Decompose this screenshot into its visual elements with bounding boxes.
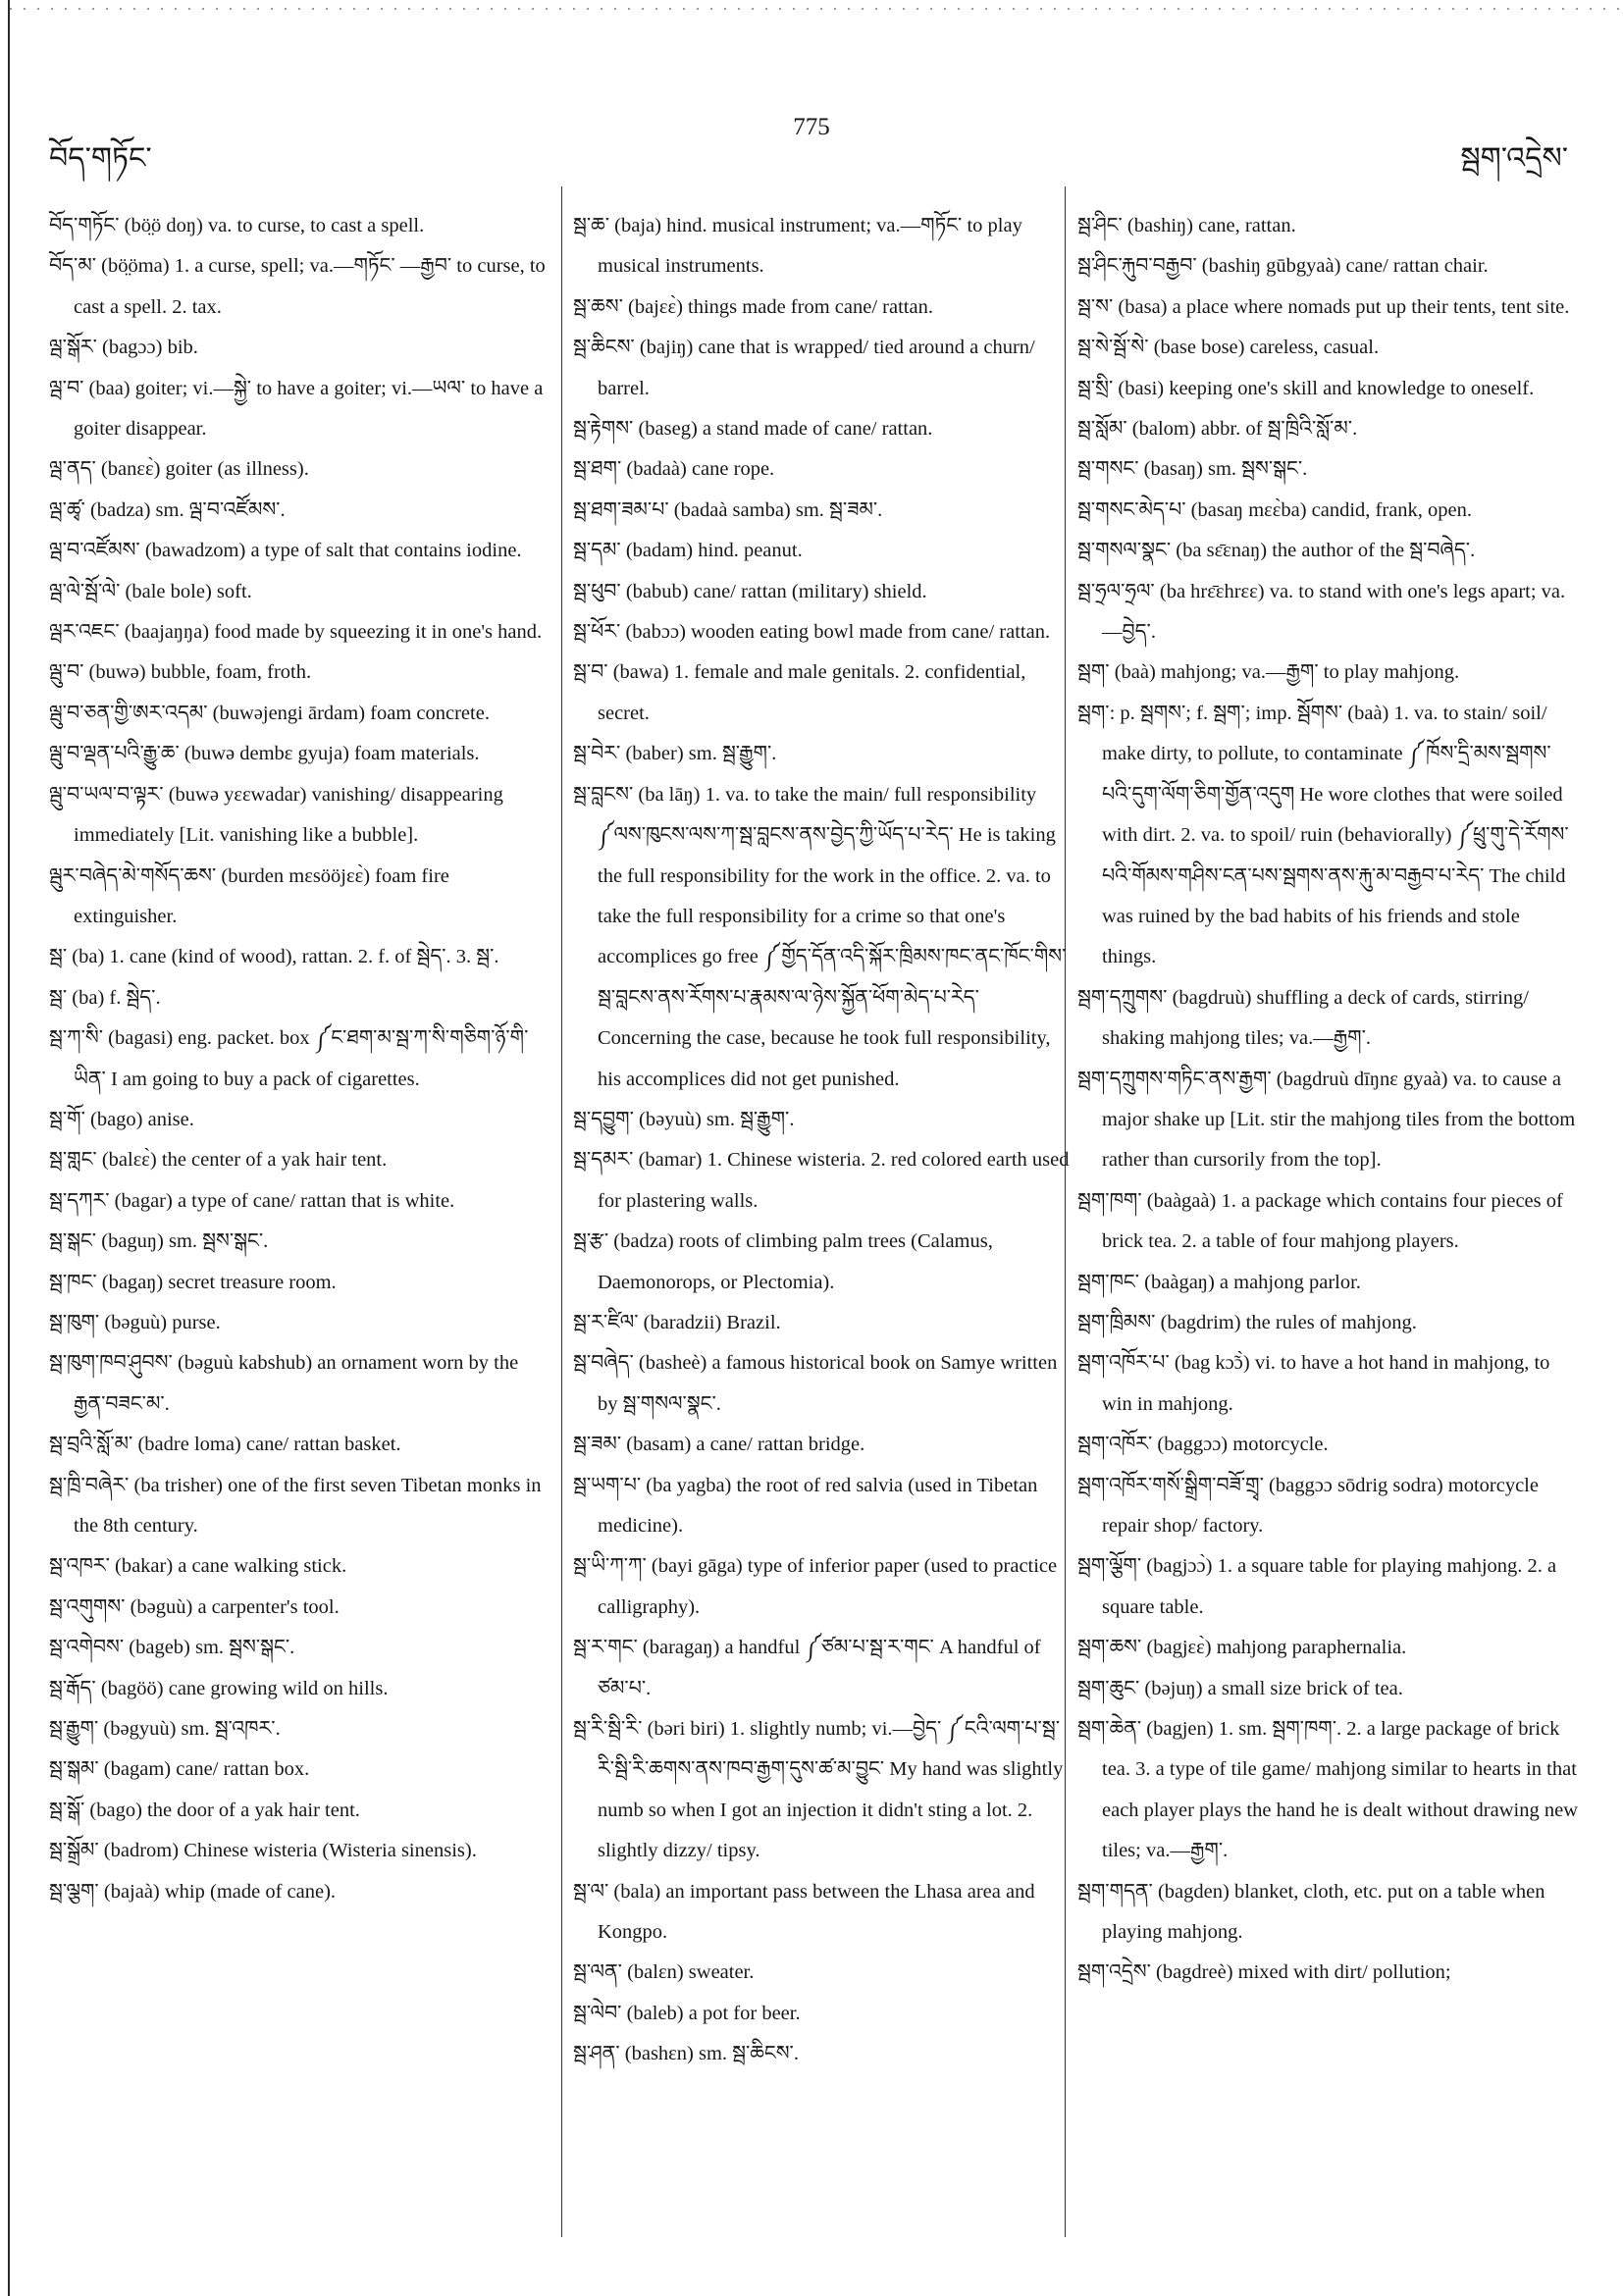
dictionary-entry: སྦ་ཡི་ཀ་ཀ་ (bayi gāga) type of inferior paper (used to practice calligraphy). bbox=[573, 1555, 1058, 1618]
dictionary-entry: ལྦ་བ་ (baa) goiter; vi.—སྐྱེ་ to have a goiter; vi.—ཡལ་ to have a goiter disappear. bbox=[49, 377, 544, 441]
dictionary-entry: སྦ་ (ba) 1. cane (kind of wood), rattan. 2. f. of སྦེད་. 3. སྦ་. bbox=[49, 946, 499, 968]
dictionary-entry: སྦག་ཆུང་ (bəjuŋ) a small size brick of tea. bbox=[1077, 1677, 1403, 1699]
dictionary-entry: སྦ་ཆ་ (baja) hind. musical instrument; va.—གཏོང་ to play musical instruments. bbox=[573, 215, 1022, 278]
dictionary-entry: སྦ་རི་སྦི་རི་ (bəri biri) 1. slightly numb; vi.—བྱེད་ ༼ངའི་ལག་པ་སྦ་རི་སྦི་རི་ཆགས་ནས་ཁབ་རྒྱག་དུས་ཚ་མ་བྱུང་ My hand was slightly numb so when I got an injection it didn't sting a lot. 2. slightly dizzy/ tipsy. bbox=[573, 1718, 1064, 1862]
dictionary-entry: སྦ་ས་ (basa) a place where nomads put up their tents, tent site. bbox=[1077, 295, 1570, 318]
dictionary-entry: སྦག་ཆས་ (bagjɛɛ̀) mahjong paraphernalia. bbox=[1077, 1637, 1407, 1659]
dictionary-entry: སྦག་འཁོར་ (baggɔɔ) motorcycle. bbox=[1077, 1434, 1329, 1456]
page-edge bbox=[8, 0, 10, 2296]
dictionary-entry: སྦ་སྒམ་ (bagam) cane/ rattan box. bbox=[49, 1758, 310, 1781]
column-divider bbox=[561, 186, 562, 2237]
dictionary-column-1 bbox=[49, 206, 550, 1912]
dictionary-entry: ལྦ་ཚྭ་ (badza) sm. ལྦ་བ་འཛོམས་. bbox=[49, 498, 286, 521]
dictionary-entry: སྦ་གོ་ (bago) anise. bbox=[49, 1108, 194, 1130]
dictionary-entry: སྦག་འཁོར་པ་ (bag kɔ̃ɔ̀) vi. to have a hot hand in mahjong, to win in mahjong. bbox=[1077, 1352, 1550, 1415]
dictionary-entry: བོད་གཏོང་ (bö̤ö doŋ) va. to curse, to cast a spell. bbox=[49, 215, 425, 236]
dictionary-entry: སྦ་ཟམ་ (basam) a cane/ rattan bridge. bbox=[573, 1434, 865, 1456]
dictionary-entry: སྦག་ཁག་ (baàgaà) 1. a package which contains four pieces of brick tea. 2. a table of four mahjong players. bbox=[1077, 1189, 1563, 1253]
dictionary-entry: སྦག་དཀྲུགས་གཏིང་ནས་རྒྱག་ (bagdruù dīŋnɛ gyaà) va. to cause a major shake up [Lit. stir the mahjong tiles from the bottom rather than cursorily from the top]. bbox=[1077, 1068, 1576, 1172]
dictionary-entry: སྦ་ཤིང་རྐུབ་བརྒྱབ་ (bashiŋ gūbgyaà) cane/ rattan chair. bbox=[1077, 255, 1489, 278]
dictionary-entry: སྦ་ཕུབ་ (babub) cane/ rattan (military) shield. bbox=[573, 580, 927, 602]
dictionary-entry: ལྦུ་བ་ (buwə) bubble, foam, froth. bbox=[49, 661, 312, 684]
dictionary-entry: སྦག་: p. སྦགས་; f. སྦག་; imp. སྦོགས་ (baà) 1. va. to stain/ soil/ make dirty, to pollute, to contaminate ༼ཁོས་དྲི་མས་སྦགས་པའི་དུག་ལོག་ཅིག་གྱོན་འདུག He wore clothes that were soiled with dirt. 2. va. to spoil/ ruin (behaviorally) ༼ཕྲུ་གུ་དེ་རོགས་པའི་གོམས་གཤིས་ངན་པས་སྦགས་ནས་རྐུ་མ་བརྒྱབ་པ་རེད་ The child was ruined by the bad habits of his friends and stole things. bbox=[1077, 702, 1569, 968]
dictionary-entry: སྦ་རྒྱུག་ (bəgyuù) sm. སྦ་འཁར་. bbox=[49, 1718, 281, 1741]
dictionary-entry: ལྦར་འཇང་ (baajaŋŋa) food made by squeezing it in one's hand. bbox=[49, 621, 543, 644]
dictionary-entry: སྦ་འགེབས་ (bageb) sm. སྦས་སྒང་. bbox=[49, 1637, 295, 1659]
dictionary-entry: སྦ་གླང་ (balɛɛ̀) the center of a yak hair tent. bbox=[49, 1149, 388, 1172]
dictionary-entry: སྦག་ཆེན་ (bagjen) 1. sm. སྦག་ཁག་. 2. a large package of brick tea. 3. a type of tile game/ mahjong similar to hearts in that each player plays the hand he is dealt without drawing new tiles; va.—རྒྱག་. bbox=[1077, 1718, 1579, 1862]
dictionary-entry: སྦ་ཤིང་ (bashiŋ) cane, rattan. bbox=[1077, 215, 1296, 236]
dictionary-entry: སྦག་ (baà) mahjong; va.—རྒྱག་ to play mahjong. bbox=[1077, 661, 1460, 684]
dictionary-entry: སྦ་ཧྲལ་ཧྲལ་ (ba hrɛ̄ɛhrɛɛ) va. to stand with one's legs apart; va.—བྱེད་. bbox=[1077, 580, 1566, 644]
dictionary-entry: སྦ་ཁང་ (bagaŋ) secret treasure room. bbox=[49, 1271, 337, 1293]
dictionary-entry: སྦ་སྒང་ (baguŋ) sm. སྦས་སྒང་. bbox=[49, 1230, 269, 1253]
dictionary-entry: སྦ་བཞེད་ (basheè) a famous historical book on Samye written by སྦ་གསལ་སྣང་. bbox=[573, 1352, 1058, 1415]
dictionary-entry: སྦ་ཐག་ (badaà) cane rope. bbox=[573, 458, 775, 481]
dictionary-entry: སྦ་ལེབ་ (baleb) a pot for beer. bbox=[573, 2002, 801, 2024]
dictionary-entry: ལྦུར་བཞེད་མེ་གསོད་ཆས་ (burden mɛsööjɛɛ̀) foam fire extinguisher. bbox=[49, 864, 449, 927]
dictionary-entry: སྦ་གསང་མེད་པ་ (basaŋ mɛɛ̀ba) candid, frank, open. bbox=[1077, 498, 1473, 521]
dictionary-entry: སྦ་དམ་ (badam) hind. peanut. bbox=[573, 540, 803, 562]
dictionary-entry: སྦ་དམར་ (bamar) 1. Chinese wisteria. 2. red colored earth used for plastering walls. bbox=[573, 1149, 1070, 1212]
dictionary-column-2 bbox=[573, 206, 1073, 2075]
dictionary-entry: སྦ་ཆིངས་ (bajiŋ) cane that is wrapped/ tied around a churn/ barrel. bbox=[573, 337, 1035, 399]
dictionary-entry: སྦ་བ་ (bawa) 1. female and male genitals. 2. confidential, secret. bbox=[573, 661, 1026, 724]
dictionary-entry: སྦ་སྒོ་ (bago) the door of a yak hair tent. bbox=[49, 1799, 360, 1821]
dictionary-entry: སྦ་ཕོར་ (babɔɔ) wooden eating bowl made from cane/ rattan. bbox=[573, 621, 1051, 644]
dictionary-entry: སྦ་འཁར་ (bakar) a cane walking stick. bbox=[49, 1555, 347, 1578]
dictionary-entry: སྦ་ལ་ (bala) an important pass between the Lhasa area and Kongpo. bbox=[573, 1880, 1035, 1944]
dictionary-entry: སྦག་ལྕོག་ (bagjɔɔ̀) 1. a square table for playing mahjong. 2. a square table. bbox=[1077, 1555, 1557, 1618]
dictionary-entry: སྦ་འགུགས་ (bəguù) a carpenter's tool. bbox=[49, 1595, 340, 1618]
dictionary-entry: ལྦ་ནད་ (banɛɛ̀) goiter (as illness). bbox=[49, 458, 309, 481]
dictionary-entry: ལྦ་ལེ་སྦོ་ལེ་ (bale bole) soft. bbox=[49, 580, 252, 602]
dictionary-entry: སྦ་དཀར་ (bagar) a type of cane/ rattan that is white. bbox=[49, 1189, 455, 1212]
page-number: 775 bbox=[793, 114, 830, 140]
running-head-left: བོད་གཏོང་ bbox=[49, 142, 152, 175]
dictionary-entry: སྦ་ར་ཛིལ་ (baradzii) Brazil. bbox=[573, 1311, 781, 1333]
dictionary-entry: ལྦུ་བ་ལྡན་པའི་རྒྱུ་ཆ་ (buwə dembɛ gyuja) foam materials. bbox=[49, 743, 480, 765]
dictionary-entry: སྦ་ (ba) f. སྦེད་. bbox=[49, 986, 161, 1009]
dictionary-entry: སྦ་རྩ་ (badza) roots of climbing palm trees (Calamus, Daemonorops, or Plectomia). bbox=[573, 1230, 993, 1293]
dictionary-entry: སྦ་ཐག་ཟམ་པ་ (badaà samba) sm. སྦ་ཟམ་. bbox=[573, 498, 883, 521]
dictionary-entry: སྦ་ཁུག་ (bəguù) purse. bbox=[49, 1311, 221, 1333]
dictionary-entry: སྦ་ཁུག་ཁབ་ཤུབས་ (bəguù kabshub) an ornament worn by the རྒྱན་བཟང་མ་. bbox=[49, 1352, 519, 1415]
dictionary-entry: སྦ་བླངས་ (ba lāŋ) 1. va. to take the main/ full responsibility ༼ལས་ཁུངས་ལས་ཀ་སྦ་བླངས་ནས་བྱེད་ཀྱི་ཡོད་པ་རེད་ He is taking the full responsibility for the work in the office. 2. va. to take the full responsibility for a crime so that one's accomplices go free ༼གྱོད་དོན་འདི་སྐོར་ཁྲིམས་ཁང་ནང་ཁོང་གིས་སྦ་བླངས་ནས་རོགས་པ་རྣམས་ལ་ཉེས་སྐྱོན་ཕོག་མེད་པ་རེད་ Concerning the case, because he took full responsibility, his accomplices did not get punished. bbox=[573, 783, 1067, 1090]
dictionary-entry: སྦ་གསང་ (basaŋ) sm. སྦས་སྒང་. bbox=[1077, 458, 1308, 481]
dictionary-entry: སྦག་གདན་ (bagden) blanket, cloth, etc. put on a table when playing mahjong. bbox=[1077, 1880, 1545, 1944]
dictionary-entry: སྦ་ཁྲི་བཞེར་ (ba trisher) one of the first seven Tibetan monks in the 8th century. bbox=[49, 1474, 542, 1537]
dictionary-entry: སྦག་འཁོར་གསོ་སྒྲིག་བཟོ་གྲྭ་ (baggɔɔ sōdrig sodra) motorcycle repair shop/ factory. bbox=[1077, 1474, 1539, 1537]
dictionary-entry: སྦ་ལྕག་ (bajaà) whip (made of cane). bbox=[49, 1880, 337, 1903]
dictionary-entry: སྦ་ལན་ (balɛn) sweater. bbox=[573, 1961, 755, 1984]
dictionary-entry: ལྦ་བ་འཛོམས་ (bawadzom) a type of salt that contains iodine. bbox=[49, 540, 522, 562]
dictionary-entry: ལྦ་སྒོར་ (bagɔɔ) bib. bbox=[49, 337, 198, 359]
dictionary-column-3 bbox=[1077, 206, 1578, 1994]
dictionary-entry: སྦ་དབྱུག་ (bəyuù) sm. སྦ་རྒྱུག་. bbox=[573, 1108, 795, 1130]
running-head-right: སྦག་འདྲེས་ bbox=[1460, 142, 1568, 175]
dictionary-entry: སྦ་སྲི་ (basi) keeping one's skill and knowledge to oneself. bbox=[1077, 377, 1535, 399]
dictionary-entry: སྦ་ཡག་པ་ (ba yagba) the root of red salvia (used in Tibetan medicine). bbox=[573, 1474, 1038, 1537]
dictionary-entry: ལྦུ་བ་ཅན་གྱི་ཨར་འདམ་ (buwəjengi ārdam) foam concrete. bbox=[49, 702, 490, 724]
dictionary-entry: སྦག་དཀྲུགས་ (bagdruù) shuffling a deck of cards, stirring/ shaking mahjong tiles; va.—རྒྱག་. bbox=[1077, 986, 1529, 1050]
dictionary-entry: སྦག་ཁང་ (baàgaŋ) a mahjong parlor. bbox=[1077, 1271, 1361, 1293]
dictionary-entry: ལྦུ་བ་ཡལ་བ་ལྟར་ (buwə yɛɛwadar) vanishing/ disappearing immediately [Lit. vanishing like a bubble]. bbox=[49, 783, 503, 847]
dictionary-entry: སྦ་ཤན་ (bashɛn) sm. སྦ་ཆིངས་. bbox=[573, 2043, 799, 2065]
dictionary-entry: སྦ་ར་གང་ (baragaŋ) a handful ༼ཙམ་པ་སྦ་ར་གང་ A handful of ཙམ་པ་. bbox=[573, 1637, 1041, 1699]
dictionary-entry: བོད་མ་ (bö̤öma) 1. a curse, spell; va.—གཏོང་ —རྒྱབ་ to curse, to cast a spell. 2. tax. bbox=[49, 255, 546, 318]
dictionary-entry: སྦ་བེར་ (baber) sm. སྦ་རྒྱུག་. bbox=[573, 743, 777, 765]
top-dotted-rule bbox=[10, 8, 1623, 10]
dictionary-entry: སྦ་རྒོད་ (bagöö) cane growing wild on hills. bbox=[49, 1677, 389, 1699]
dictionary-entry: སྦག་འདྲེས་ (bagdreè) mixed with dirt/ pollution; bbox=[1077, 1961, 1451, 1984]
dictionary-entry: སྦ་རྟེགས་ (baseg) a stand made of cane/ rattan. bbox=[573, 418, 933, 441]
dictionary-entry: སྦ་སེ་སྦོ་སེ་ (base bose) careless, casual. bbox=[1077, 337, 1380, 359]
dictionary-entry: སྦ་གསལ་སྣང་ (ba sɛ̄ɛnaŋ) the author of the སྦ་བཞེད་. bbox=[1077, 540, 1476, 562]
dictionary-entry: སྦ་ཀ་སི་ (bagasi) eng. packet. box ༼ང་ཐག་མ་སྦ་ཀ་སི་གཅིག་ཉོ་གི་ཡིན་ I am going to buy a pack of cigarettes. bbox=[49, 1027, 529, 1090]
dictionary-entry: སྦ་བྲའི་སློ་མ་ (badre loma) cane/ rattan basket. bbox=[49, 1434, 401, 1456]
dictionary-entry: སྦ་སློམ་ (balom) abbr. of སྦ་ཁྲིའི་སློ་མ་. bbox=[1077, 418, 1358, 441]
dictionary-entry: སྦ་སྒྲོམ་ (badrom) Chinese wisteria (Wisteria sinensis). bbox=[49, 1840, 477, 1862]
dictionary-entry: སྦག་ཁྲིམས་ (bagdrim) the rules of mahjong. bbox=[1077, 1311, 1417, 1333]
dictionary-entry: སྦ་ཆས་ (bajɛɛ̀) things made from cane/ rattan. bbox=[573, 295, 933, 318]
